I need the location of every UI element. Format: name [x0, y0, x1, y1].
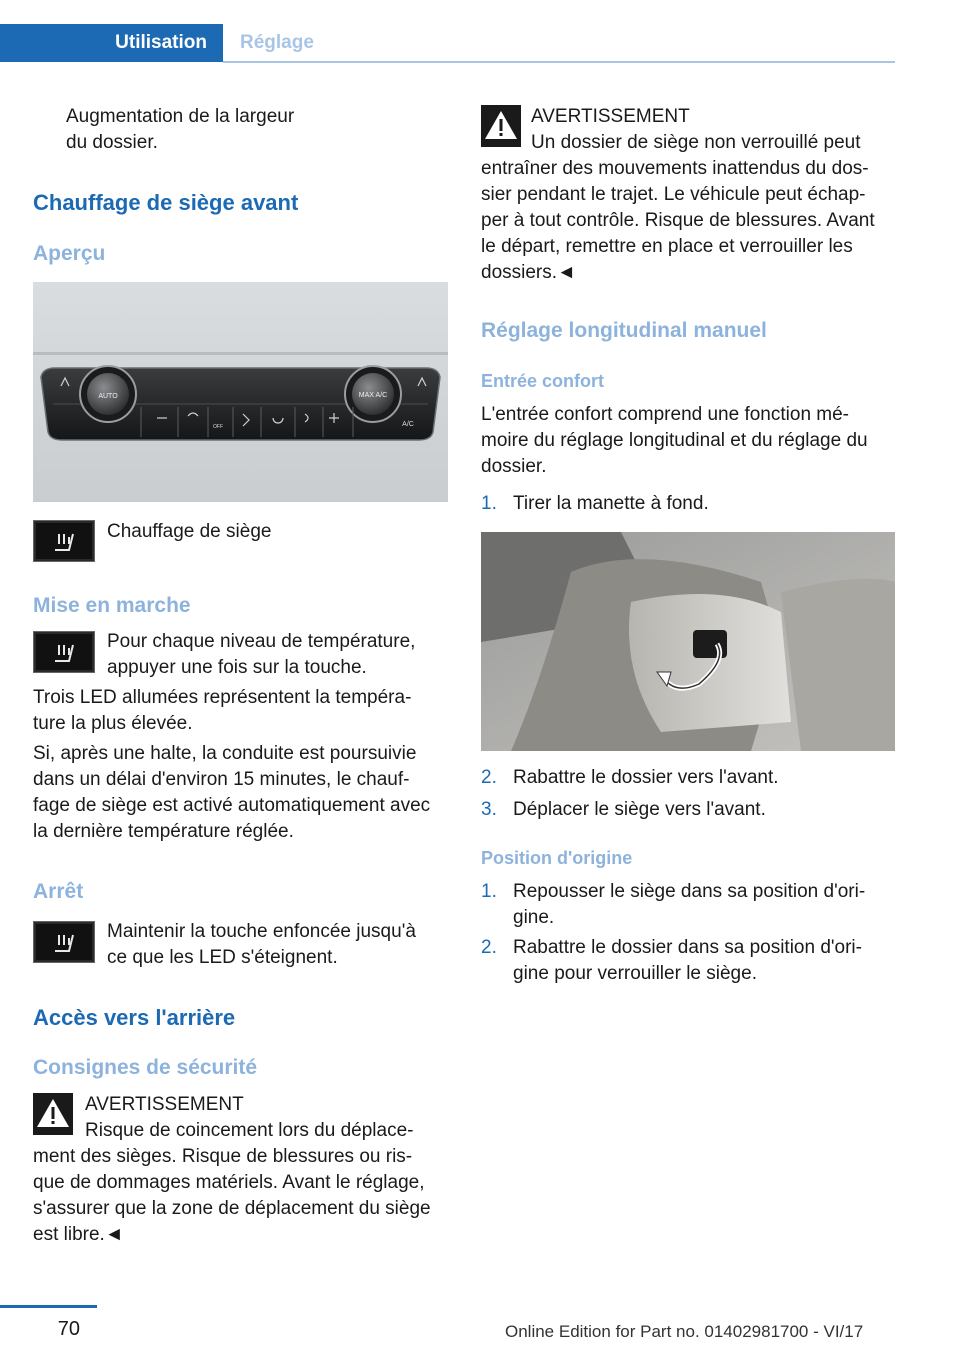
- heading-consignes: Consignes de sécurité: [33, 1056, 258, 1079]
- paragraph-halte: Si, après une halte, la conduite est poursuivie dans un délai d'environ 15 minutes, le chauf- fage de siège est activé automatiquement avec la dernière température réglée.: [33, 743, 431, 842]
- tab-reglage-label: Réglage: [240, 32, 314, 53]
- tab-utilisation-label: Utilisation: [115, 32, 207, 53]
- intro-text: Augmentation de la largeur du dossier.: [66, 106, 295, 153]
- heading-entree-confort: Entrée confort: [481, 371, 605, 391]
- list-item: 1. Repousser le siège dans sa position d'ori- gine.: [481, 881, 866, 928]
- seat-lever-photo: [481, 532, 895, 751]
- arret-text: Maintenir la touche enfoncée jusqu'à ce que les LED s'éteignent.: [107, 921, 416, 968]
- seat-heating-key-icon: [33, 631, 95, 673]
- header-divider: [223, 61, 895, 63]
- warning-icon: [33, 1093, 73, 1135]
- edition-note: Online Edition for Part no. 01402981700 - VI/17: [505, 1322, 864, 1341]
- list-item: 2. Rabattre le dossier dans sa position d'ori- gine pour verrouiller le siège.: [481, 937, 862, 984]
- warning-2-body: entraîner des mouvements inattendus du dos- sier pendant le trajet. Le véhicule peut échap- per à tout contrôle. Risque de blessures. Avant le départ, remettre en place et verrouiller les dossiers.◄: [481, 158, 875, 283]
- seat-heating-key-icon: [33, 921, 95, 963]
- max-label: MAX A/C: [358, 392, 388, 399]
- warning-1-body: ment des sièges. Risque de blessures ou ris- que de dommages matériels. Avant le réglage, s'assurer que la zone de déplacement du siège est libre.◄: [33, 1146, 431, 1245]
- warning-1-head: AVERTISSEMENT Risque de coincement lors du déplace-: [85, 1094, 414, 1141]
- heading-arret: Arrêt: [33, 880, 84, 903]
- seat-heating-caption: Chauffage de siège: [107, 521, 272, 542]
- paragraph-led: Trois LED allumées représentent la tempéra- ture la plus élevée.: [33, 687, 412, 734]
- climate-panel-image: [33, 282, 448, 502]
- heading-apercu: Aperçu: [33, 242, 106, 265]
- mise-en-marche-text: Pour chaque niveau de température, appuyer une fois sur la touche.: [107, 631, 416, 678]
- heading-acces-arriere: Accès vers l'arrière: [33, 1005, 236, 1030]
- heading-mise-en-marche: Mise en marche: [33, 594, 191, 617]
- warning-icon: [481, 105, 521, 147]
- heading-position-origine: Position d'origine: [481, 848, 633, 868]
- footer-divider: [0, 1305, 97, 1308]
- ac-label: A/C: [402, 421, 414, 428]
- tab-reglage[interactable]: [240, 24, 314, 62]
- heading-chauffage: Chauffage de siège avant: [33, 190, 299, 215]
- off-label: OFF: [213, 424, 223, 430]
- tab-utilisation[interactable]: [0, 24, 223, 62]
- entree-confort-text: L'entrée confort comprend une fonction mé- moire du réglage longitudinal et du réglage du dossier.: [481, 404, 868, 477]
- seat-heating-key-icon: [33, 520, 95, 562]
- warning-2-head: AVERTISSEMENT Un dossier de siège non verrouillé peut: [531, 106, 861, 153]
- auto-label: AUTO: [98, 393, 118, 400]
- heading-reglage-longitudinal: Réglage longitudinal manuel: [481, 319, 767, 342]
- page-number: 70: [57, 1318, 80, 1340]
